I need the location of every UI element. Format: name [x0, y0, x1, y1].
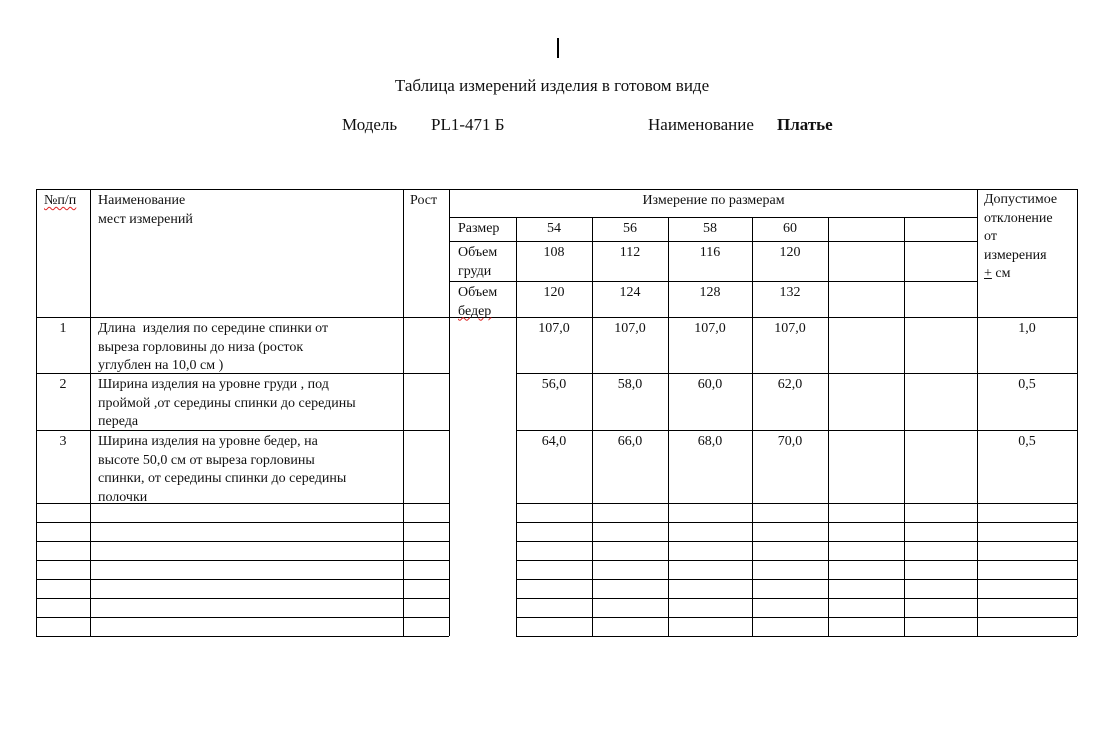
- table-grid-line: [828, 317, 829, 636]
- table-grid-line: [36, 579, 449, 580]
- table-grid-line: [36, 189, 37, 636]
- table-grid-line: [36, 541, 449, 542]
- table-grid-line: [36, 636, 449, 637]
- header-tolerance-line: измерения: [984, 247, 1047, 263]
- header-num: [44, 192, 76, 211]
- table-grid-line: [516, 560, 1077, 561]
- size-row-label-line: Размер: [458, 221, 500, 236]
- header-name-line2: мест измерений: [98, 211, 193, 227]
- table-grid-line: [449, 241, 977, 242]
- table-grid-line: [403, 189, 404, 636]
- size-value-cell: 120: [779, 245, 801, 260]
- size-value-cell: 120: [543, 285, 565, 300]
- table-grid-line: [592, 317, 593, 636]
- header-sizes-group: Измерение по размерам: [642, 193, 785, 208]
- size-value-cell: 124: [619, 285, 641, 300]
- size-value-cell: 132: [779, 285, 801, 300]
- size-value-cell: 60: [783, 221, 797, 236]
- size-value-cell: 58: [703, 221, 717, 236]
- table-grid-line: [36, 522, 449, 523]
- table-grid-line: [516, 430, 1077, 431]
- text-cursor: [557, 38, 559, 58]
- measurement-value-cell: 60,0: [697, 377, 723, 392]
- model-value: PL1-471 Б: [431, 115, 505, 134]
- measurement-name-line: высоте 50,0 см от выреза горловины: [98, 452, 315, 468]
- size-row-label-line: груди: [458, 263, 492, 279]
- header-name: [98, 192, 193, 229]
- measurement-value-cell: 70,0: [777, 434, 803, 449]
- table-grid-line: [516, 541, 1077, 542]
- header-tolerance-unit-line: [984, 265, 1057, 284]
- table-grid-line: [1077, 189, 1078, 636]
- product-name-value: Платье: [777, 115, 833, 134]
- plus-minus-sign: +: [984, 266, 992, 281]
- measurement-value-cell: 64,0: [541, 434, 567, 449]
- table-grid-line: [36, 617, 449, 618]
- measurement-name: [98, 320, 398, 376]
- unit-cm: см: [991, 266, 1011, 281]
- table-grid-line: [36, 598, 449, 599]
- measurement-value-cell: 56,0: [541, 377, 567, 392]
- size-row-label: [458, 244, 497, 281]
- table-grid-line: [516, 373, 1077, 374]
- header-tolerance: [984, 191, 1057, 284]
- measurement-value-cell: 107,0: [538, 321, 570, 336]
- size-value-cell: 56: [623, 221, 637, 236]
- size-value-cell: 116: [699, 245, 721, 260]
- size-value-cell: 108: [543, 245, 565, 260]
- measurement-value-cell: 58,0: [617, 377, 643, 392]
- measurement-value-cell: 66,0: [617, 434, 643, 449]
- table-grid-line: [516, 636, 1077, 637]
- measurement-value-cell: 107,0: [694, 321, 726, 336]
- header-name-line1: Наименование: [98, 193, 186, 208]
- table-grid-line: [449, 189, 450, 636]
- measurement-value-cell: 62,0: [777, 377, 803, 392]
- header-height: Рост: [410, 193, 438, 208]
- tolerance-cell: 0,5: [1018, 434, 1036, 449]
- page-title: Таблица измерений изделия в готовом виде: [394, 76, 710, 95]
- table-grid-line: [668, 317, 669, 636]
- measurement-name-line: спинки, от середины спинки до середины: [98, 471, 347, 486]
- size-value-cell: 54: [547, 221, 561, 236]
- table-grid-line: [90, 189, 91, 636]
- size-value-cell: 112: [619, 245, 641, 260]
- table-grid-line: [904, 217, 905, 317]
- measurement-value-cell: 107,0: [614, 321, 646, 336]
- table-grid-line: [516, 579, 1077, 580]
- header-num-text: №п/п: [44, 193, 77, 208]
- measurement-name-line: полочки: [98, 489, 148, 505]
- table-grid-line: [752, 317, 753, 636]
- measurement-name: [98, 433, 398, 507]
- measurement-value-cell: 68,0: [697, 434, 723, 449]
- size-value-cell: 128: [699, 285, 721, 300]
- row-number: 2: [59, 377, 67, 392]
- row-number: 1: [59, 321, 67, 336]
- measurement-name-line: проймой ,от середины спинки до середины: [98, 395, 356, 411]
- header-tolerance-line: отклонение: [984, 210, 1053, 226]
- measurement-name-line: переда: [98, 414, 139, 429]
- size-row-label: [458, 220, 499, 239]
- table-grid-line: [828, 217, 829, 317]
- table-grid-line: [449, 217, 977, 218]
- table-grid-line: [516, 522, 1077, 523]
- table-grid-line: [516, 503, 1077, 504]
- size-row-label-line: Объем: [458, 285, 498, 300]
- header-tolerance-line: Допустимое: [984, 192, 1058, 207]
- size-row-label-line: бедер: [458, 303, 492, 319]
- table-grid-line: [36, 317, 1077, 318]
- row-number: 3: [59, 434, 67, 449]
- measurement-name-line: выреза горловины до низа (росток: [98, 339, 304, 355]
- table-grid-line: [516, 598, 1077, 599]
- table-grid-line: [516, 617, 1077, 618]
- measurement-value-cell: 107,0: [774, 321, 806, 336]
- measurement-name-line: Ширина изделия на уровне бедер, на: [98, 434, 318, 449]
- measurement-name-line: углублен на 10,0 см ): [98, 358, 224, 373]
- measurement-name-line: Ширина изделия на уровне груди , под: [98, 377, 329, 392]
- model-label: Модель: [342, 115, 398, 134]
- table-grid-line: [36, 189, 1077, 190]
- table-grid-line: [977, 189, 978, 636]
- product-name-label: Наименование: [648, 115, 754, 134]
- table-grid-line: [904, 317, 905, 636]
- table-grid-line: [516, 317, 517, 636]
- table-grid-line: [449, 281, 977, 282]
- measurement-name-line: Длина изделия по середине спинки от: [98, 321, 329, 336]
- tolerance-cell: 0,5: [1018, 377, 1036, 392]
- table-grid-line: [36, 560, 449, 561]
- header-tolerance-line: от: [984, 229, 997, 244]
- size-row-label-line: Объем: [458, 245, 498, 260]
- tolerance-cell: 1,0: [1018, 321, 1036, 336]
- measurement-name: [98, 376, 398, 432]
- size-row-label: [458, 284, 497, 321]
